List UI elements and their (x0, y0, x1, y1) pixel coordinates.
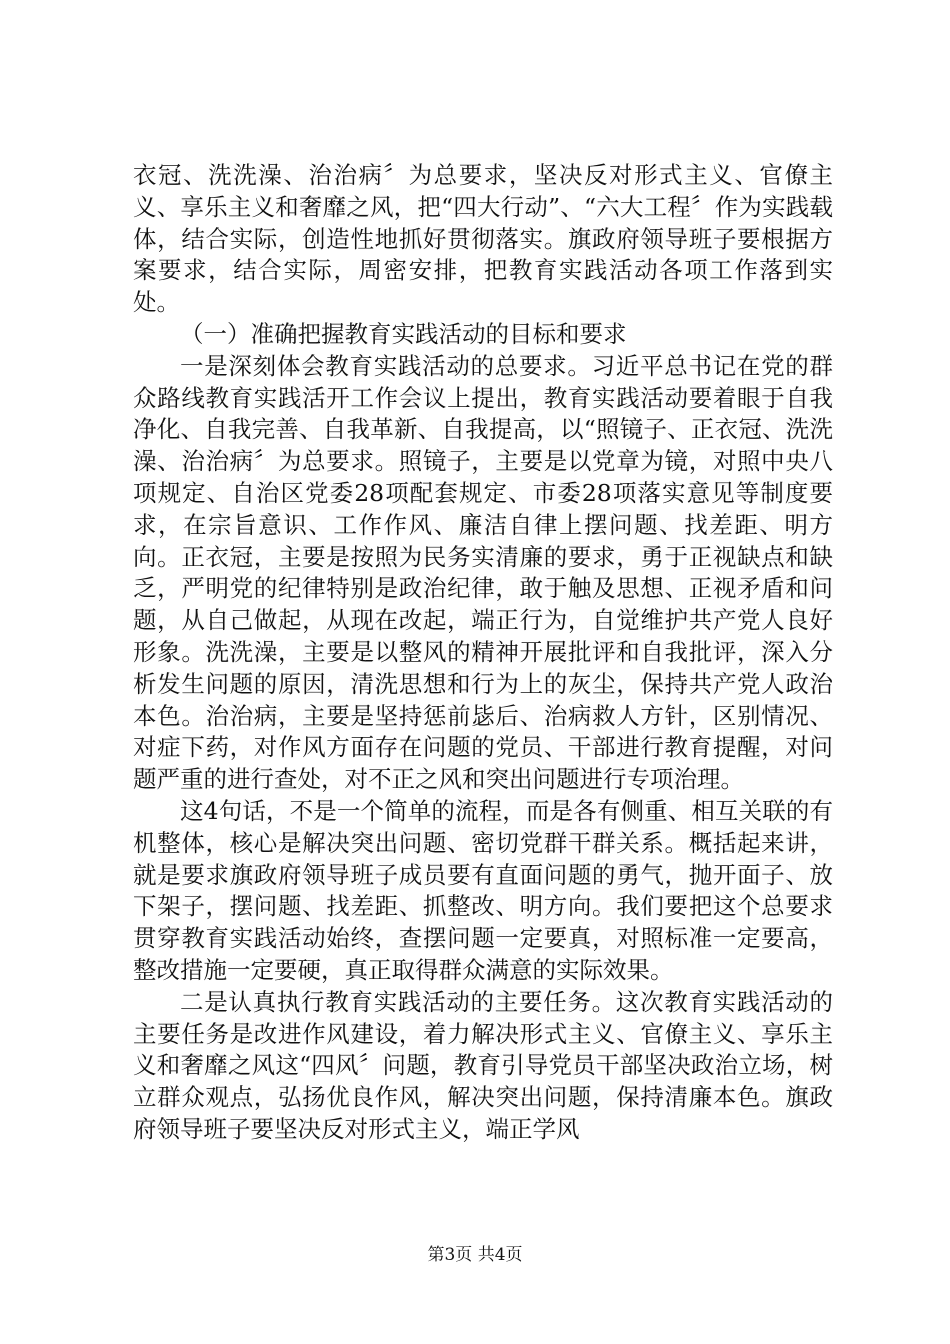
section-heading: （一）准确把握教育实践活动的目标和要求 (180, 319, 627, 348)
paragraph-continuation: 衣冠、洗洗澡、治治病〞为总要求，坚决反对形式主义、官僚主义、享乐主义和奢靡之风，把“四大行动”、“六大工程〞作为实践载体，结合实际，创造性地抓好贯彻落实。旗政府领导班子要根据方案要求，结合实际，周密安排，把教育实践活动各项工作落到实处。 (133, 161, 833, 317)
page-footer (0, 1245, 950, 1265)
page-indicator: 第3页 共4页 (427, 1245, 523, 1265)
document-body (133, 160, 833, 1146)
paragraph-general-requirements: 一是深刻体会教育实践活动的总要求。习近平总书记在党的群众路线教育实践活开工作会议上提出，教育实践活动要着眼于自我净化、自我完善、自我革新、自我提高，以“照镜子、正衣冠、洗洗澡、治治病〞为总要求。照镜子，主要是以党章为镜，对照中央八项规定、自治区党委28项配套规定、市委28项落实意见等制度要求，在宗旨意识、工作作风、廉洁自律上摆问题、找差距、明方向。正衣冠，主要是按照为民务实清廉的要求，勇于正视缺点和缺乏，严明党的纪律特别是政治纪律，敢于触及思想、正视矛盾和问题，从自己做起，从现在改起，端正行为，自觉维护共产党人良好形象。洗洗澡，主要是以整风的精神开展批评和自我批评，深入分析发生问题的原因，清洗思想和行为上的灰尘，保持共产党人政治本色。治治病，主要是坚持惩前毖后、治病救人方针，区别情况、对症下药，对作风方面存在问题的党员、干部进行教育提醒，对问题严重的进行查处，对不正之风和突出问题进行专项治理。 (133, 351, 833, 794)
paragraph-main-tasks: 二是认真执行教育实践活动的主要任务。这次教育实践活动的主要任务是改进作风建设，着力解决形式主义、官僚主义、享乐主义和奢靡之风这“四风〞问题，教育引导党员干部坚决政治立场，树立群众观点，弘扬优良作风，解决突出问题，保持清廉本色。旗政府领导班子要坚决反对形式主义，端正学风 (133, 987, 833, 1143)
paragraph-four-sentences: 这4句话，不是一个简单的流程，而是各有侧重、相互关联的有机整体，核心是解决突出问题、密切党群干群关系。概括起来讲，就是要求旗政府领导班子成员要有直面问题的勇气，抛开面子、放下架子，摆问题、找差距、抓整改、明方向。我们要把这个总要求贯穿教育实践活动始终，查摆问题一定要真，对照标准一定要高，整改措施一定要硬，真正取得群众满意的实际效果。 (133, 796, 833, 984)
